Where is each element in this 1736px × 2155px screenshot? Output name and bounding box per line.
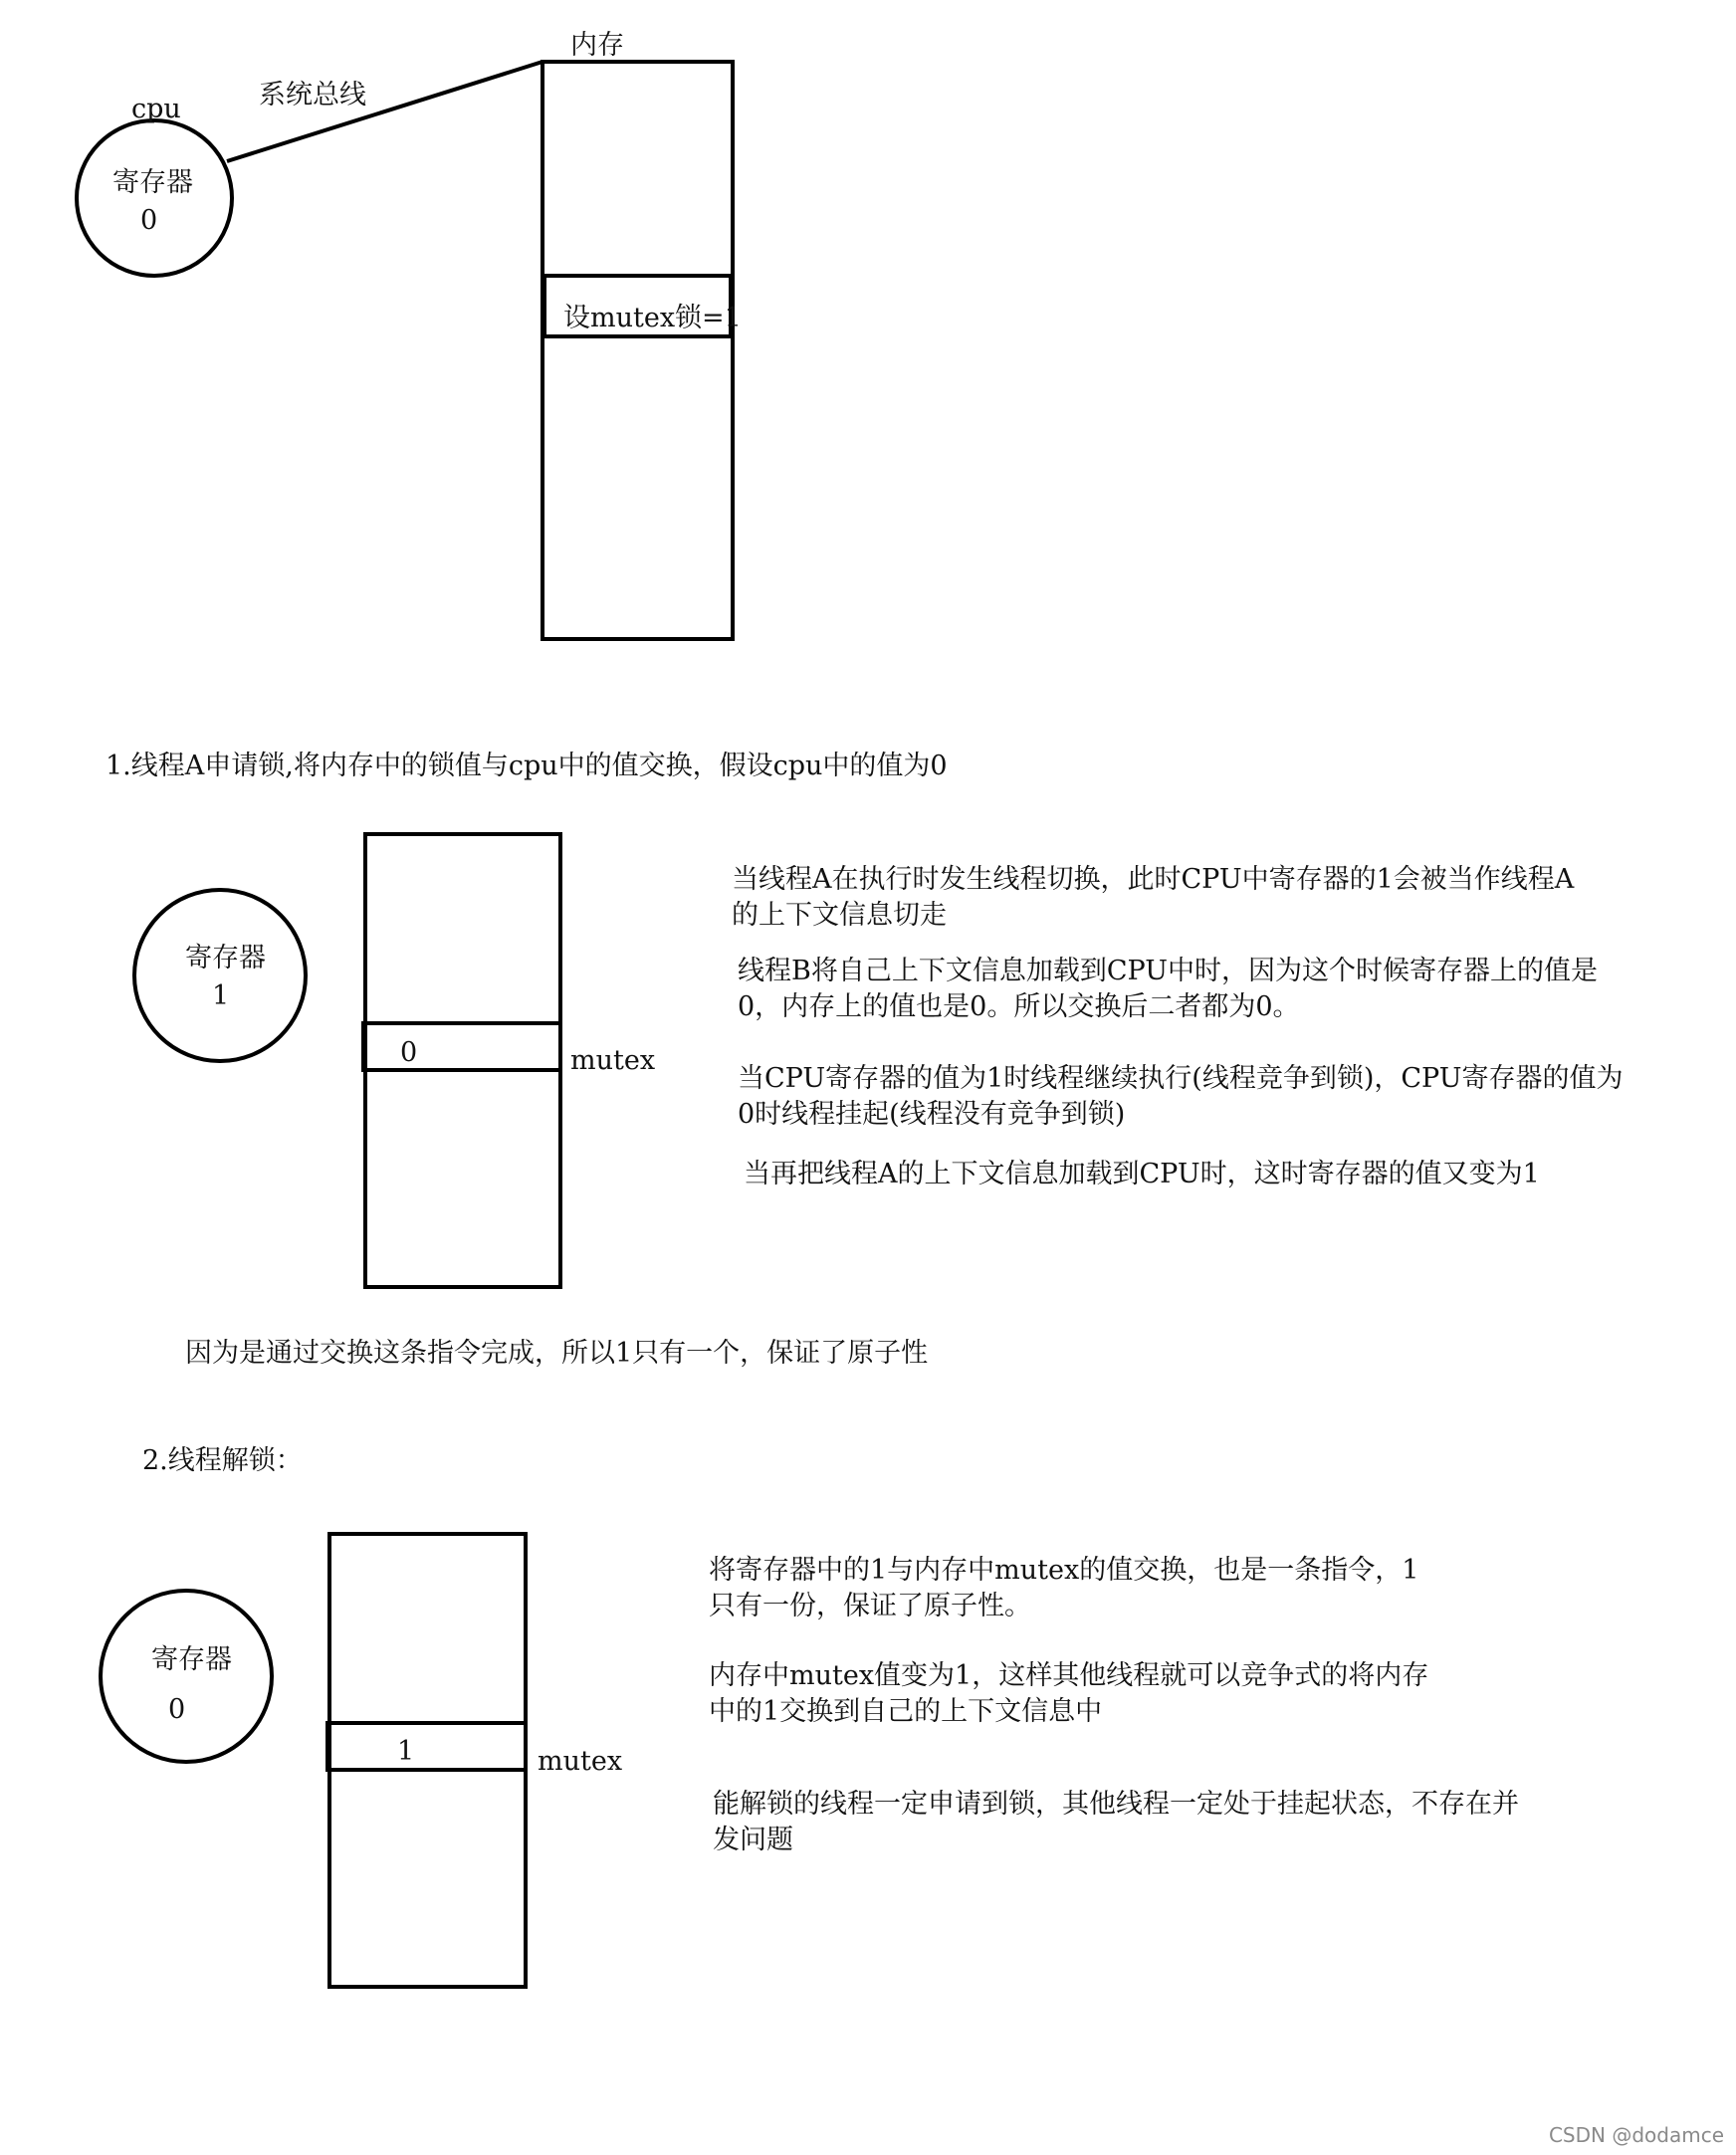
step2-note: 能解锁的线程一定申请到锁，其他线程一定处于挂起状态，不存在并发问题 xyxy=(713,1789,1519,1855)
step1-heading: 1.线程A申请锁,将内存中的锁值与cpu中的值交换，假设cpu中的值为0 xyxy=(106,751,948,781)
memory-label: 内存 xyxy=(570,30,624,61)
step2-heading: 2.线程解锁： xyxy=(142,1445,303,1476)
step2-register-label: 寄存器 xyxy=(151,1644,232,1675)
step1-mutex-value: 0 xyxy=(400,1037,418,1068)
watermark: CSDN @dodamce xyxy=(1548,2123,1724,2147)
register-value: 0 xyxy=(140,205,158,236)
step1-conclusion: 因为是通过交换这条指令完成，所以1只有一个，保证了原子性 xyxy=(185,1338,929,1369)
step2-note: 将寄存器中的1与内存中mutex的值交换，也是一条指令，1只有一份，保证了原子性。 xyxy=(709,1555,1419,1621)
mutex-cell-step2 xyxy=(327,1723,526,1770)
cpu-label: cpu xyxy=(131,94,181,124)
step2-mutex-label: mutex xyxy=(538,1746,623,1777)
system-bus-label: 系统总线 xyxy=(259,80,366,110)
step1-mutex-label: mutex xyxy=(570,1045,656,1076)
step2-note: 内存中mutex值变为1，这样其他线程就可以竞争式的将内存中的1交换到自己的上下文信息中 xyxy=(709,1660,1429,1727)
step2-register-value: 0 xyxy=(168,1694,186,1725)
memory-block-step2 xyxy=(329,1534,526,1987)
register-label: 寄存器 xyxy=(112,167,193,198)
step1-note: 当线程A在执行时发生线程切换，此时CPU中寄存器的1会被当作线程A的上下文信息切走 xyxy=(732,864,1575,931)
step2-mutex-value: 1 xyxy=(397,1736,415,1767)
step1-note: 当再把线程A的上下文信息加载到CPU时，这时寄存器的值又变为1 xyxy=(744,1159,1540,1189)
step1-note: 当CPU寄存器的值为1时线程继续执行(线程竞争到锁)，CPU寄存器的值为0时线程挂起(线程没有竞争到锁) xyxy=(738,1063,1624,1130)
step1-note: 线程B将自己上下文信息加载到CPU中时，因为这个时候寄存器上的值是0，内存上的值也是0。所以交换后二者都为0。 xyxy=(738,956,1598,1022)
step1-register-label: 寄存器 xyxy=(185,943,266,973)
mutex-cell-step1 xyxy=(363,1023,560,1070)
mutex-cell-text: 设mutex锁=1 xyxy=(563,303,742,333)
step1-register-value: 1 xyxy=(212,980,230,1011)
memory-block xyxy=(542,62,733,639)
memory-block-step1 xyxy=(365,834,560,1287)
